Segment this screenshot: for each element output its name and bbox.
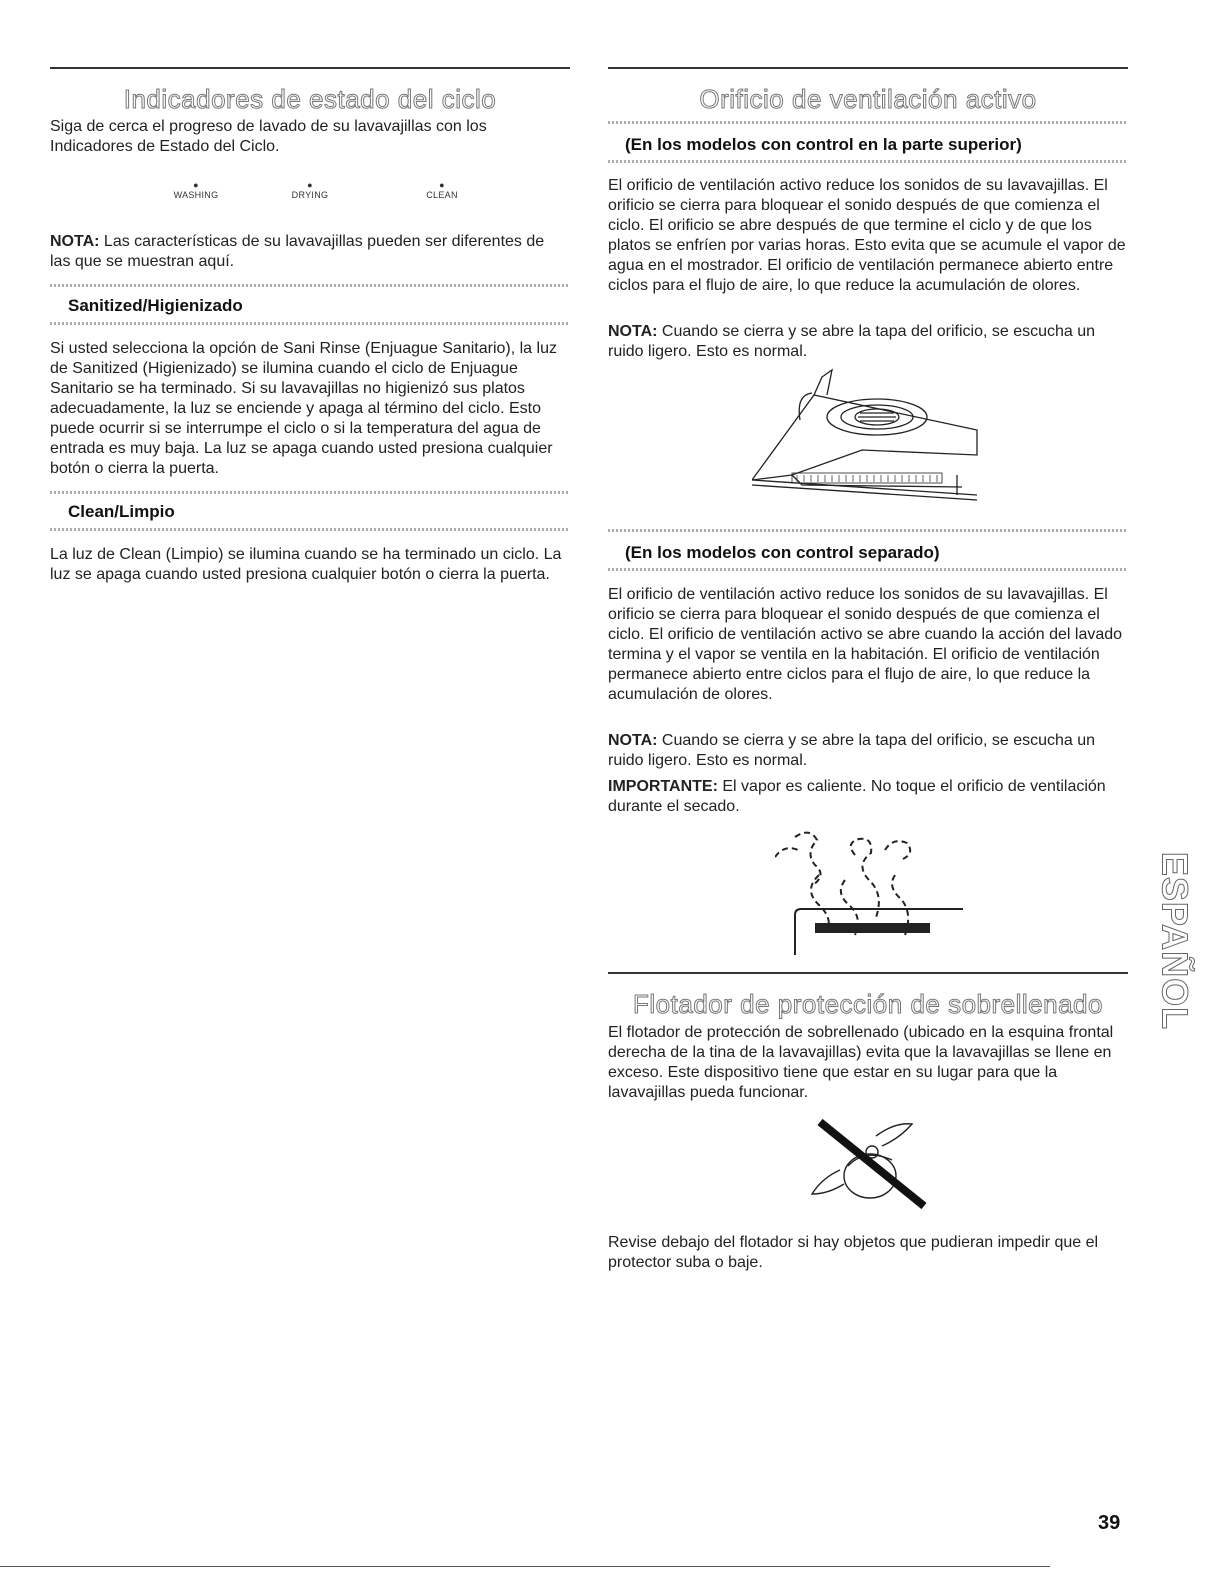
indicator-drying	[265, 180, 355, 200]
overfill-float-illustration	[810, 1118, 930, 1210]
overfill-float-text: El flotador de protección de sobrellenado (ubicado en la esquina frontal derecha de la tina de la lavavajillas) evita que la lavavajillas se llene en exceso. Este dispositivo tiene que estar en su lugar para que la lavavajillas pueda funcionar.	[608, 1024, 1114, 1101]
important-label: IMPORTANTE:	[608, 778, 718, 795]
important-text: El vapor es caliente. No toque el orificio de ventilación durante el secado.	[608, 778, 1106, 815]
separate-control-text: El orificio de ventilación activo reduce los sonidos de su lavavajillas. El orificio se cierra para bloquear el sonido después de que comienza el ciclo. El orificio de ventilación activo se abre cuando la acción del lavado termina y el vapor se ventila en la habitación. El orificio de ventilación permanece abierto entre ciclos para el flujo de aire, lo que reduce la acumulación de olores.	[608, 586, 1123, 703]
page-number: 39	[1098, 1512, 1121, 1534]
cycle-indicators-intro: Siga de cerca el progreso de lavado de su lavavajillas con los Indicadores de Estado del Ciclo.	[50, 118, 487, 155]
important-note	[608, 777, 1128, 817]
divider-dotted	[50, 491, 570, 494]
active-vent-title: Orificio de ventilación activo	[699, 84, 1037, 114]
note-label: NOTA:	[608, 323, 658, 340]
cycle-indicators-title: Indicadores de estado del ciclo	[123, 84, 497, 114]
separate-control-heading: (En los modelos con control separado)	[625, 543, 940, 562]
bottom-rule	[0, 1566, 1050, 1567]
overfill-float-title: Flotador de protección de sobrellenado	[633, 989, 1103, 1019]
indicator-label: WASHING	[173, 190, 219, 200]
note-label: NOTA:	[608, 732, 658, 749]
top-control-note	[608, 322, 1128, 362]
top-vent-illustration	[752, 365, 984, 510]
steam-vent-illustration	[775, 825, 965, 960]
indicator-washing	[151, 180, 241, 200]
indicator-light-icon: ●	[307, 180, 313, 190]
note-text: Cuando se cierra y se abre la tapa del orificio, se escucha un ruido ligero. Esto es normal.	[608, 732, 1096, 769]
divider-dotted	[608, 121, 1128, 124]
divider-dotted	[608, 160, 1128, 163]
language-side-tab-label: ESPAÑOL	[1154, 851, 1196, 1031]
note-label: NOTA:	[50, 233, 100, 250]
note-text: Las características de su lavavajillas pueden ser diferentes de las que se muestran aquí.	[50, 233, 545, 270]
divider-dotted	[50, 528, 570, 531]
left-top-rule	[50, 67, 570, 69]
indicator-light-icon: ●	[439, 180, 445, 190]
float-top-rule	[608, 972, 1128, 974]
indicator-label: DRYING	[291, 190, 329, 200]
separate-control-note	[608, 731, 1128, 771]
divider-dotted	[50, 284, 570, 287]
clean-text: La luz de Clean (Limpio) se ilumina cuando se ha terminado un ciclo. La luz se apaga cuando usted presiona cualquier botón o cierra la puerta.	[50, 546, 562, 583]
indicator-clean	[397, 180, 487, 200]
cycle-indicators-note	[50, 232, 550, 272]
divider-dotted	[50, 322, 570, 325]
indicator-light-icon: ●	[193, 180, 199, 190]
indicator-label: CLEAN	[426, 190, 458, 200]
sanitized-text: Si usted selecciona la opción de Sani Rinse (Enjuague Sanitario), la luz de Sanitized (Higienizado) se ilumina cuando el ciclo de Enjuague Sanitario se ha terminado. Si su lavavajillas no higienizó sus platos adecuadamente, la luz se enciende y apaga al término del ciclo. Esto puede ocurrir si se interrumpe el ciclo o si la temperatura del agua de entrada es muy baja. La luz se apaga cuando usted presiona cualquier botón o cierra la puerta.	[50, 340, 557, 477]
overfill-float-check: Revise debajo del flotador si hay objetos que pudieran impedir que el protector suba o baje.	[608, 1234, 1099, 1271]
sanitized-heading: Sanitized/Higienizado	[68, 296, 243, 315]
divider-dotted	[608, 529, 1128, 532]
right-top-rule	[608, 67, 1128, 69]
clean-heading: Clean/Limpio	[68, 502, 175, 521]
language-side-tab	[1152, 815, 1196, 1060]
divider-dotted	[608, 568, 1128, 571]
top-control-heading: (En los modelos con control en la parte superior)	[625, 135, 1022, 154]
top-control-text: El orificio de ventilación activo reduce los sonidos de su lavavajillas. El orificio se cierra para bloquear el sonido después de que comienza el ciclo. El orificio se abre después de que termine el ciclo y de que los platos se enfríen por varias horas. Esto evita que se acumule el vapor de agua en el mostrador. El orificio de ventilación permanece abierto entre ciclos para el flujo de aire, lo que reduce la acumulación de olores.	[608, 177, 1126, 294]
note-text: Cuando se cierra y se abre la tapa del orificio, se escucha un ruido ligero. Esto es normal.	[608, 323, 1096, 360]
